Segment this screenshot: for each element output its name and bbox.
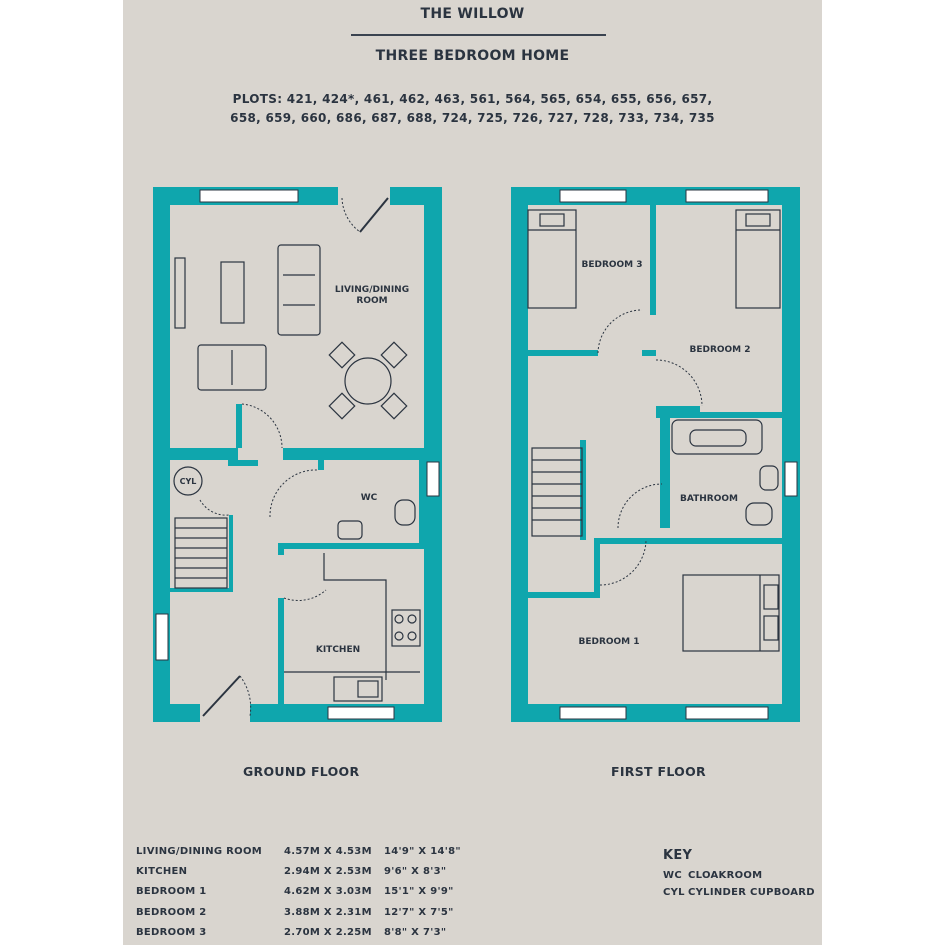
label-living-line1: LIVING/DINING (334, 285, 410, 295)
house-subtitle: THREE BEDROOM HOME (375, 48, 570, 64)
dimension-metric: 2.70M X 2.25M (284, 927, 372, 938)
key-meaning: CLOAKROOM (688, 870, 763, 881)
first-interior-walls (528, 205, 782, 598)
ground-floor-plan (153, 187, 442, 722)
label-bathroom: BATHROOM (680, 494, 738, 504)
first-floor-plan (511, 187, 800, 722)
key-code: CYL (663, 887, 685, 898)
label-cyl: CYL (179, 477, 197, 486)
label-bedroom3: BEDROOM 3 (581, 260, 643, 270)
dining-chair (381, 342, 406, 367)
sofa-right (278, 245, 320, 335)
dimension-room: LIVING/DINING ROOM (136, 846, 263, 857)
ground-furniture (174, 245, 420, 701)
label-kitchen: KITCHEN (315, 645, 361, 655)
dimension-metric: 3.88M X 2.31M (284, 907, 372, 918)
dimension-room: KITCHEN (136, 866, 188, 877)
ground-floor-label: GROUND FLOOR (243, 764, 360, 779)
first-staircase (532, 448, 582, 536)
key-meaning: CYLINDER CUPBOARD (688, 887, 815, 898)
wc-toilet-icon (395, 500, 415, 525)
bathtub-icon (672, 420, 762, 454)
label-bedroom1: BEDROOM 1 (578, 637, 640, 647)
label-bedroom2: BEDROOM 2 (689, 345, 751, 355)
kitchen-worktop (324, 553, 386, 680)
dimension-room: BEDROOM 3 (136, 927, 207, 938)
dimension-imperial: 8'8" X 7'3" (384, 927, 447, 938)
bath-toilet-icon (746, 503, 772, 525)
label-wc: WC (360, 493, 378, 503)
dimension-imperial: 15'1" X 9'9" (384, 886, 454, 897)
bath-basin-icon (760, 466, 778, 490)
bed-bedroom2 (736, 210, 780, 308)
dining-chair (329, 342, 354, 367)
tv-unit (175, 258, 185, 328)
coffee-table (221, 262, 244, 323)
dimension-metric: 4.62M X 3.03M (284, 886, 372, 897)
dimension-imperial: 9'6" X 8'3" (384, 866, 447, 877)
dimension-metric: 2.94M X 2.53M (284, 866, 372, 877)
first-floor-label: FIRST FLOOR (611, 764, 706, 779)
dimension-imperial: 12'7" X 7'5" (384, 907, 454, 918)
dimension-room: BEDROOM 2 (136, 907, 207, 918)
wc-basin-icon (338, 521, 362, 539)
dimension-imperial: 14'9" X 14'8" (384, 846, 461, 857)
dining-table (345, 358, 391, 404)
bed-bedroom3 (528, 210, 576, 308)
key-title: KEY (663, 848, 693, 863)
front-door-opening (200, 704, 250, 722)
house-title: THE WILLOW (420, 6, 525, 22)
plots-line-2: 658, 659, 660, 686, 687, 688, 724, 725, 726, 727, 728, 733, 734, 735 (230, 111, 715, 125)
label-living-line2: ROOM (356, 296, 388, 306)
dimension-room: BEDROOM 1 (136, 886, 207, 897)
key-code: WC (663, 870, 682, 881)
plots-line-1: PLOTS: 421, 424*, 461, 462, 463, 561, 564, 565, 654, 655, 656, 657, (232, 92, 713, 106)
dimension-metric: 4.57M X 4.53M (284, 846, 372, 857)
